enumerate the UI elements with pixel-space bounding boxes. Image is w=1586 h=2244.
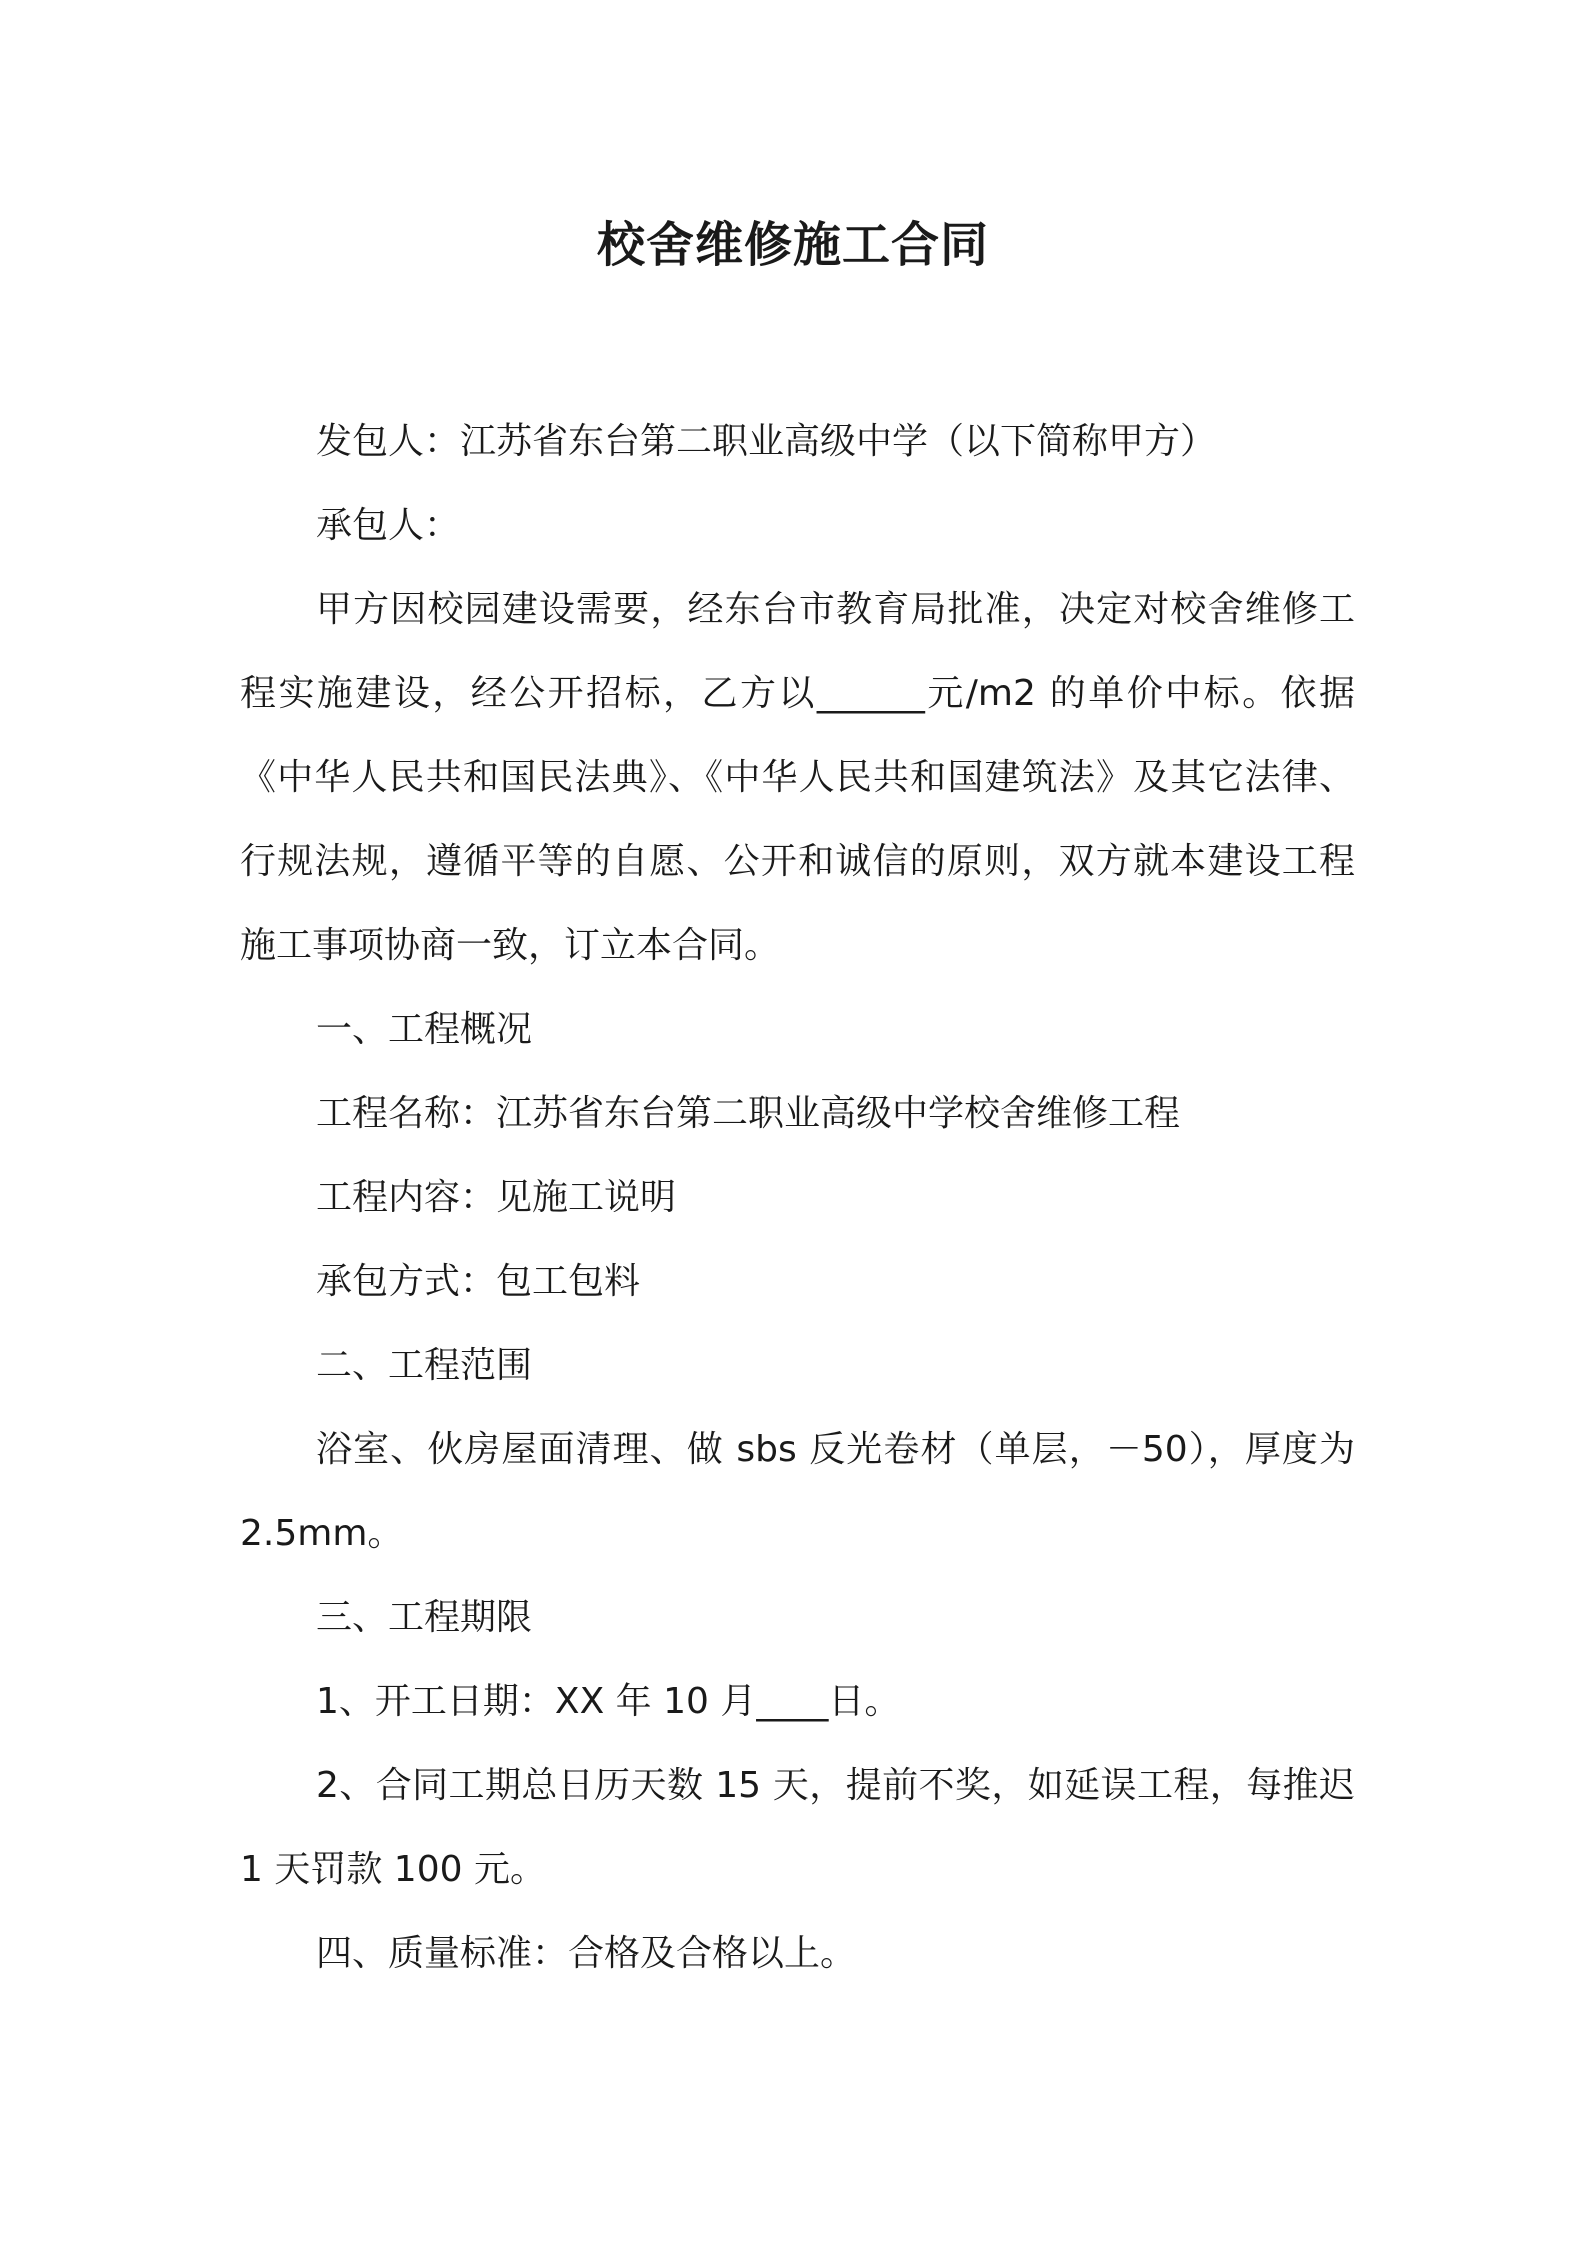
document-title: 校舍维修施工合同: [596, 217, 989, 273]
section-heading-period: 三、工程期限: [316, 1597, 533, 1638]
section-heading-scope: 二、工程范围: [316, 1345, 533, 1386]
party-a-line: 发包人：江苏省东台第二职业高级中学（以下简称甲方）: [316, 421, 1217, 462]
preamble-paragraph: 甲方因校园建设需要，经东台市教育局批准，决定对校舍维修工程实施建设，经公开招标，乙方以______元/m2 的单价中标。依据《中华人民共和国民法典》、《中华人民共和国建筑法》及其它法律、行规法规，遵循平等的自愿、公开和诚信的原则，双方就本建设工程施工事项协商一致，订立本合同。: [240, 589, 1355, 966]
duration-paragraph: 2、合同工期总日历天数 15 天，提前不奖，如延误工程，每推迟 1 天罚款 100 元。: [240, 1765, 1355, 1890]
section-heading-quality: 四、质量标准：合格及合格以上。: [316, 1933, 857, 1974]
party-b-line: 承包人：: [316, 505, 461, 546]
project-name-line: 工程名称：江苏省东台第二职业高级中学校舍维修工程: [316, 1093, 1181, 1134]
document-body: [240, 400, 1355, 1996]
project-content-line: 工程内容：见施工说明: [316, 1177, 677, 1218]
section-heading-overview: 一、工程概况: [316, 1009, 533, 1050]
contract-method-line: 承包方式：包工包料: [316, 1261, 641, 1302]
scope-paragraph: 浴室、伙房屋面清理、做 sbs 反光卷材（单层，－50），厚度为 2.5mm。: [240, 1429, 1355, 1554]
start-date-line: 1、开工日期：XX 年 10 月____日。: [316, 1681, 901, 1722]
